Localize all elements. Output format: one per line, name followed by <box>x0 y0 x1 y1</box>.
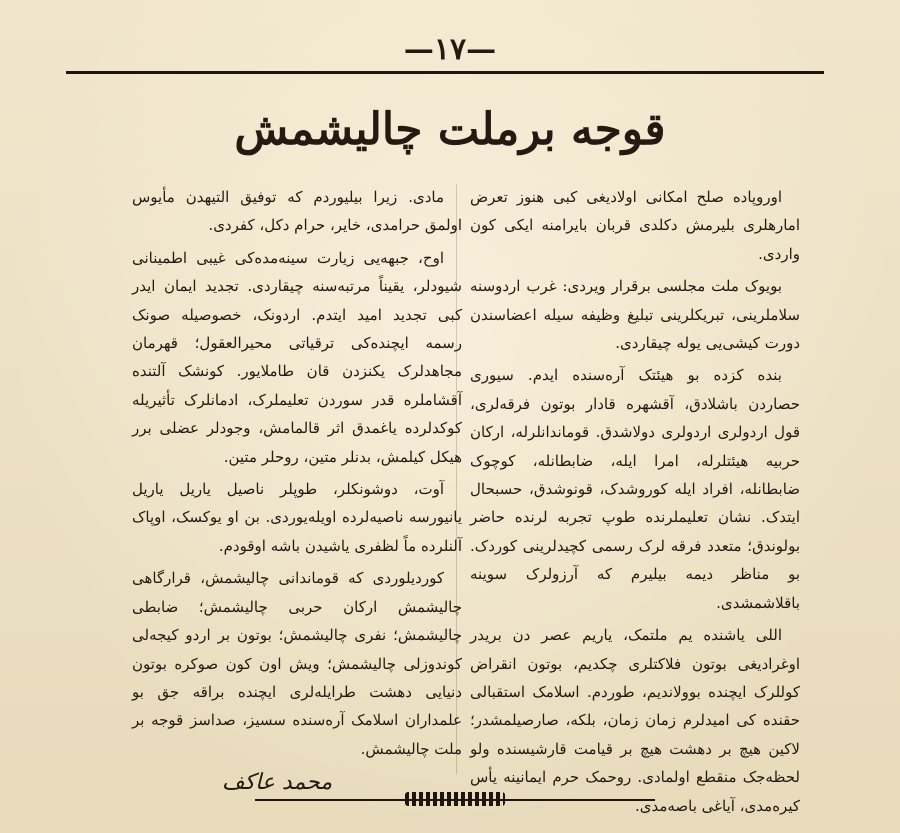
paragraph: بنده کزده بو هیئتک آره‌سنده ایدم. سیوری حصاردن باشلادق، آقشهره قادار بوتون فرقه‌لری، قول اردولری اردولری دولاشدق. قوماندانلرله، ارکان حربیه هیئتلرله، امرا ایله، ضابطانله، کوچوک ضابطانله، افراد ایله کوروشدک، قونوشدق، حسبحال ایتدک. نشان تعلیملرنده طوپ تجربه لرنده حاضر بولوندق؛ متعدد فرقه لرک رسمی کچیدلرینی کوردک. بو مناظر دیمه بیلیرم که آرزولرک سوینه باقلاشمشدی. <box>470 366 800 612</box>
page-number: —۱٧— <box>403 32 497 67</box>
paragraph: مادی. زیرا بیلیوردم که توفیق التیهدن مأیوس اولمق حرامدی، خایر، حرام دکل، کفردی. <box>132 188 462 235</box>
article-title: قوجه برملت چالیشمش <box>234 104 666 155</box>
paragraph: آوت، دوشونکلر، طوپلر ناصیل یاریل یاریل یانیورسه ناصیه‌لرده اویله‌یوردی. بن او یوکسک، اوپاک آلنلرده ماً لظفری یاشیدن باشه اوقودم. <box>132 480 462 555</box>
paragraph: اوح، جبهه‌یی زیارت سینه‌مده‌کی غیبی اطمینانی شیودلر، یقیناً مرتبه‌سنه چیقاردی. تجدید ایمان ایدر کبی تجدید امید ایتدم. اردونک، خصوصیله صونک رسمه ایچنده‌کی ترقیاتی محیرالعقول؛ قهرمان مجاهدلرک یکنزدن قان طاملایور. کونشک آلتنده آقشاملره قدر سوردن تعلیملرک، ادمانلرک تأثیریله کوکدلرده یاغمدق اثر قالمامش، وجودلر عضلی برر هیکل کیلمش، بدنلر متین، روحلر متین. <box>132 248 462 466</box>
paragraph: اوروپاده صلح امکانی اولادیغی کبی هنوز تعرض امارهلری بلیرمش دکلدی قربان بایرامنه ایکی کون واردی. <box>470 188 800 263</box>
footer-ornament <box>405 792 505 806</box>
left-column <box>132 183 462 798</box>
header-rule <box>66 71 824 74</box>
right-column <box>470 183 800 820</box>
paragraph: اللی یاشنده یم ملتمک، یاریم عصر دن بریدر اوغرادیغی بوتون فلاکتلری چکدیم، بوتون انقراض کوللرک ایچنده بوولاندیم، طوردم. اسلامک استقبالی حقنده کی امیدلرم زمان زمان، بلکه، صارصیلمشدر؛ لاکین هیچ بر دهشت هیچ بر قیامت قارشیسنده ولو لحظه‌جک منقطع اولمادی. روحمک حرم ایمانینه یأس کیره‌مدی، آیاغی باصه‌مدی. <box>470 626 800 815</box>
paragraph: کوردیلوردی که قوماندانی چالیشمش، قرارگاهی چالیشمش ارکان حربی چالیشمش؛ ضابطی چالیشمش؛ نفری چالیشمش؛ بوتون بر اردو کیجه‌لی کوندوزلی چالیشمش؛ ویش اون کون صوکره بوتون دنیایی دهشت طرایله‌لری ایچنده براقه جق بو علمداران اسلامک آره‌سنده سسیز، صداسز قوجه بر ملت چالیشمش. <box>132 569 462 758</box>
paragraph: بویوک ملت مجلسی برقرار ویردی: غرب اردوسنه سلاملرینی، تبریکلرینی تبلیغ وظیفه سیله اعضاسندن دورت کیشی‌یی یوله چیقاردی. <box>470 277 800 353</box>
author-signature: محمد عاکف <box>221 770 333 796</box>
